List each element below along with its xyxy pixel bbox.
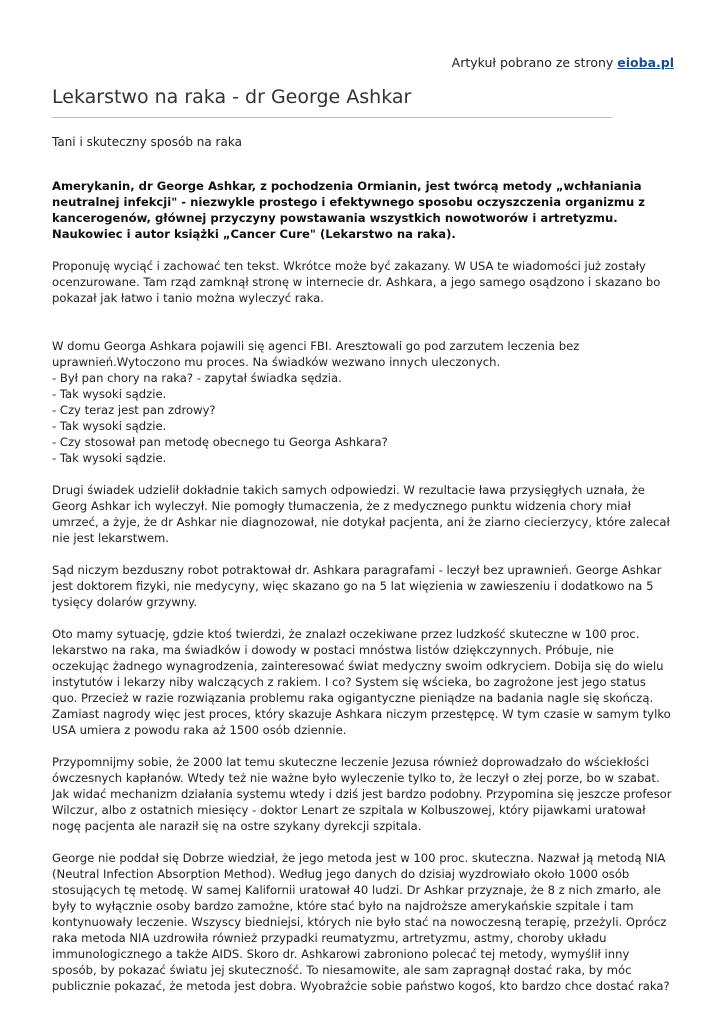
paragraph-7: George nie poddał się Dobrze wiedział, że jego metoda jest w 100 proc. skuteczna. Nazwał ją metodą NIA (Neutral Infection Absorption Method). Według jego danych do dzisiaj wyzdrowiało około 1000 osób stosujących tę metodę. W samej Kalifornii uratował 40 ludzi. Dr Ashkar przyznaje, że 8 z nich zmarło, ale były to wyłącznie osoby bardzo zamożne, które stać było na najdroższe amerykańskie szpitale i tam kontynuowały leczenie. Wszyscy biedniejsi, których nie było stać na nowoczesną terapię, przeżyli. Oprócz raka metoda NIA uzdrowiła również przypadki reumatyzmu, artretyzmu, astmy, choroby układu immunologicznego a także AIDS. Skoro dr. Ashkarowi zabroniono polecać tej metody, wymyślił inny sposób, by pokazać światu jej skuteczność. To niesamowite, ale sam zapragnął dostać raka, by móc publicznie pokazać, że metoda jest dobra. Wyobraźcie sobie państwo kogoś, kto bardzo chce dostać raka? xyxy=(52,851,670,993)
paragraph-1: Proponuję wyciąć i zachować ten tekst. Wkrótce może być zakazany. W USA te wiadomości już zostały ocenzurowane. Tam rząd zamknął stronę w internecie dr. Ashkara, a jego samego osądzono i skazano bo pokazał jak łatwo i tanio można wyleczyć raka. xyxy=(52,259,661,305)
paragraph-6: Przypomnijmy sobie, że 2000 lat temu skuteczne leczenie Jezusa również doprowadzało do wściekłości ówczesnych kapłanów. Wtedy też nie ważne było wyleczenie tylko to, że leczył o złej porze, bo w szabat. Jak widać mechanizm działania systemu wtedy i dziś jest bardzo podobny. Przypomina się jeszcze profesor Wilczur, albo z ostatnich miesięcy - doktor Lenart ze szpitala w Kolbuszowej, który pijawkami uratował nogę pacjenta ale naraził się na ostre szykany dyrekcji szpitala. xyxy=(52,755,672,833)
dialog-line: - Czy teraz jest pan zdrowy? xyxy=(52,403,216,417)
title-divider xyxy=(52,117,612,118)
dialog-line: - Był pan chory na raka? - zapytał świadka sędzia. xyxy=(52,371,342,385)
source-prefix: Artykuł pobrano ze strony xyxy=(451,55,618,70)
dialog-line: - Tak wysoki sądzie. xyxy=(52,387,167,401)
lead-paragraph: Amerykanin, dr George Ashkar, z pochodzenia Ormianin, jest twórcą metody „wchłaniania neutralnej infekcji" - niezwykle prostego i efektywnego sposobu oczyszczenia organizmu z kancerogenów, głównej przyczyny powstawania wszystkich nowotworów i artretyzmu. Naukowiec i autor książki „Cancer Cure" (Lekarstwo na raka). xyxy=(52,179,646,241)
source-attribution xyxy=(452,55,674,70)
article-subtitle: Tani i skuteczny sposób na raka xyxy=(52,135,242,149)
paragraph-2 xyxy=(52,338,674,466)
source-link[interactable]: eioba.pl xyxy=(617,55,674,70)
dialog-line: - Tak wysoki sądzie. xyxy=(52,419,167,433)
dialog-line: - Tak wysoki sądzie. xyxy=(52,451,167,465)
article-title: Lekarstwo na raka - dr George Ashkar xyxy=(52,86,412,108)
dialog-line: - Czy stosował pan metodę obecnego tu Georga Ashkara? xyxy=(52,435,388,449)
paragraph-3: Drugi świadek udzielił dokładnie takich samych odpowiedzi. W rezultacie ława przysięgłych uznała, że Georg Ashkar ich wyleczył. Nie pomogły tłumaczenia, że z medycznego punktu widzenia chory miał umrzeć, a żyje, że dr Ashkar nie diagnozował, nie dotykał pacjenta, ani że ziarno ciecierzycy, które zalecał nie jest lekarstwem. xyxy=(52,483,670,545)
paragraph-4: Sąd niczym bezduszny robot potraktował dr. Ashkara paragrafami - leczył bez uprawnień. George Ashkar jest doktorem fizyki, nie medycyny, więc skazano go na 5 lat więzienia w zawieszeniu i dodatkowo na 5 tysięcy dolarów grzywny. xyxy=(52,563,662,609)
article-body xyxy=(52,178,674,1010)
paragraph-5: Oto mamy sytuację, gdzie ktoś twierdzi, że znalazł oczekiwane przez ludzkość skuteczne w 100 proc. lekarstwo na raka, ma świadków i dowody w postaci mnóstwa listów dziękczynnych. Próbuje, nie oczekując żadnego wynagrodzenia, zainteresować świat medyczny swoim odkryciem. Dobija się do wielu instytutów i lekarzy niby walczących z rakiem. I co? System się wścieka, bo zagrożone jest jego status quo. Przecież w razie rozwiązania problemu raka ogigantyczne pieniądze na badania nagle się skończą. Zamiast nagrody więc jest proces, który skazuje Ashkara niczym przestępcę. W tym czasie w samym tylko USA umiera z powodu raka aż 1500 osób dziennie. xyxy=(52,627,671,737)
paragraph-2-intro: W domu Georga Ashkara pojawili się agenci FBI. Aresztowali go pod zarzutem leczenia bez uprawnień.Wytoczono mu proces. Na świadków wezwano innych uleczonych. xyxy=(52,339,580,369)
